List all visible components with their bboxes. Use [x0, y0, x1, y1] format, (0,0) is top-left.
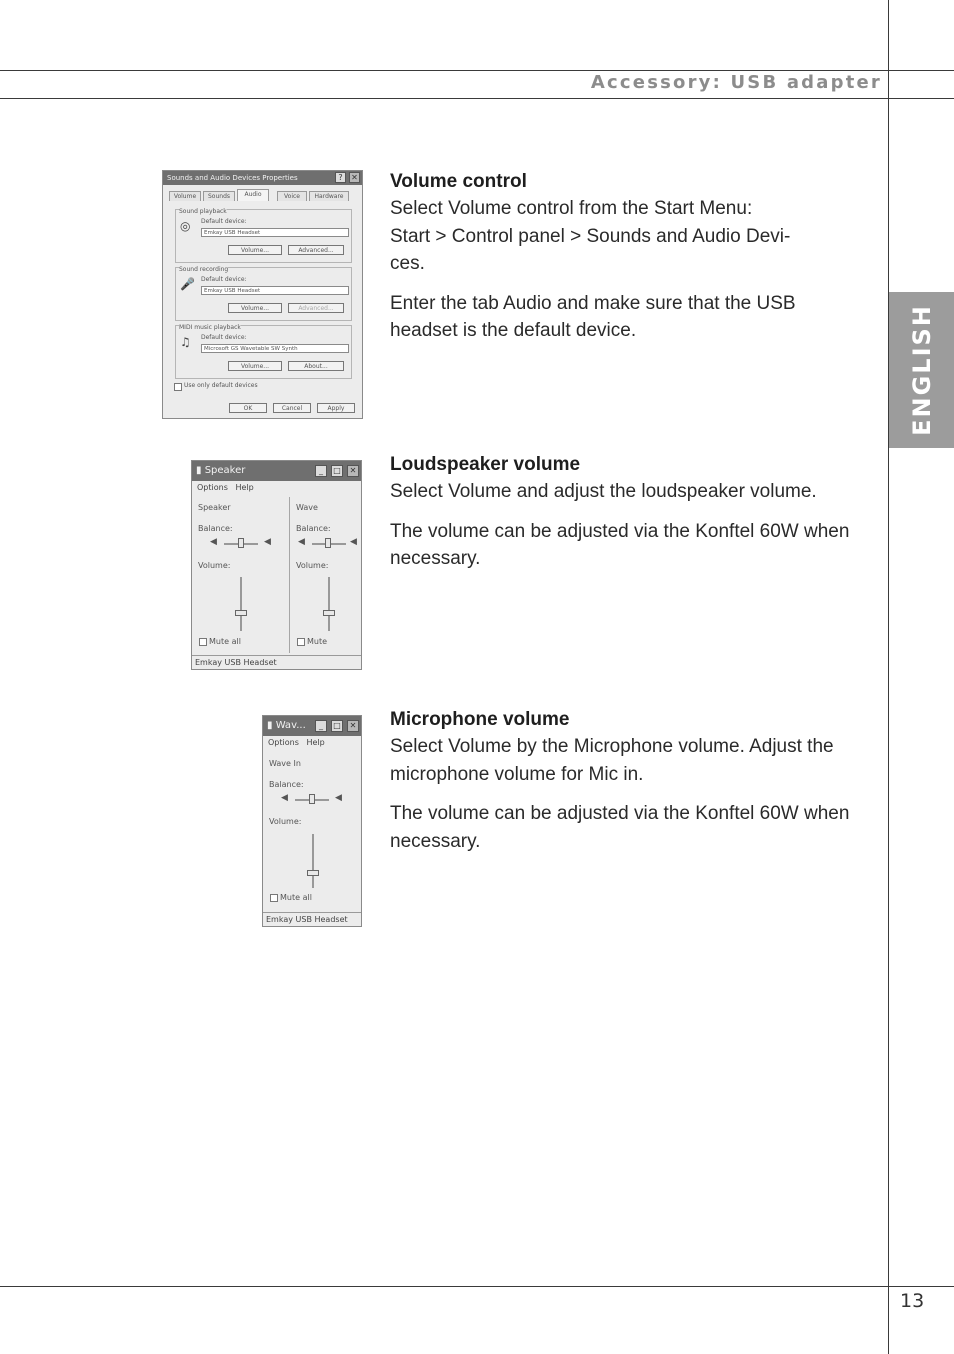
header-bottom-line [0, 98, 954, 99]
section-microphone-volume [390, 706, 850, 867]
language-tab [889, 292, 954, 448]
mixer-app-icon: ▮ [267, 720, 276, 731]
channel-name: Wave In [269, 759, 301, 768]
speaker-left-icon: ◀ [298, 537, 305, 547]
section-heading: Volume control [390, 171, 527, 192]
volume-slider [307, 870, 319, 876]
section-paragraph: Select Volume by the Microphone volume. Adjust the microphone volume for Mic in. [390, 736, 834, 785]
advanced-button: Advanced... [288, 245, 344, 255]
channel-divider [289, 497, 290, 653]
tab-volume: Volume [169, 191, 201, 201]
mute-label: Mute [307, 637, 328, 646]
close-icon: ✕ [347, 465, 359, 477]
section-heading: Microphone volume [390, 709, 570, 730]
microphone-icon: 🎤 [180, 277, 195, 291]
mute-label: Mute all [209, 637, 241, 646]
balance-label: Balance: [269, 780, 304, 789]
ok-button: OK [229, 403, 267, 413]
volume-label: Volume: [269, 817, 302, 826]
section-paragraph: Select Volume control from the Start Menu: [390, 198, 753, 219]
close-icon: ✕ [349, 172, 360, 183]
group-sound-playback: Sound playback ◎ Default device: Emkay USB Headset Volume... Advanced... [175, 209, 352, 263]
section-heading: Loudspeaker volume [390, 454, 581, 475]
channel-name: Wave [296, 503, 318, 512]
volume-label: Volume: [198, 561, 231, 570]
section-volume-control [390, 168, 850, 357]
mixer-menu: Options Help [197, 483, 254, 492]
status-bar: Emkay USB Headset [192, 655, 361, 669]
maximize-icon: □ [331, 465, 343, 477]
balance-slider [309, 794, 315, 804]
footer-line [0, 1286, 954, 1287]
advanced-button: Advanced... [288, 303, 344, 313]
balance-slider [238, 538, 244, 548]
minimize-icon: _ [315, 720, 327, 732]
speaker-icon: ◎ [180, 219, 191, 233]
section-paragraph: The volume can be adjusted via the Konftel 60W when necessary. [390, 520, 850, 569]
mute-checkbox [270, 894, 278, 902]
page-number: 13 [900, 1290, 925, 1312]
volume-button: Volume... [228, 361, 282, 371]
mixer-titlebar: ▮ Wav... [263, 716, 361, 736]
group-midi-playback: MIDI music playback ♫ Default device: Microsoft GS Wavetable SW Synth Volume... About... [175, 325, 352, 379]
maximize-icon: □ [331, 720, 343, 732]
speaker-mixer-screenshot [191, 460, 362, 670]
tab-voice: Voice [277, 191, 307, 201]
dialog-tabs [169, 191, 356, 201]
mixer-app-icon: ▮ [196, 465, 205, 476]
language-tab-label: ENGLISH [907, 304, 936, 436]
tab-sounds: Sounds [203, 191, 235, 201]
right-margin-line [888, 0, 889, 1354]
volume-slider [235, 610, 247, 616]
tab-hardware: Hardware [309, 191, 349, 201]
mute-checkbox [297, 638, 305, 646]
status-bar: Emkay USB Headset [263, 912, 361, 926]
volume-slider [323, 610, 335, 616]
group-sound-recording: Sound recording 🎤 Default device: Emkay USB Headset Volume... Advanced... [175, 267, 352, 321]
playback-device-select: Emkay USB Headset [201, 228, 349, 237]
recording-device-select: Emkay USB Headset [201, 286, 349, 295]
apply-button: Apply [317, 403, 355, 413]
channel-name: Speaker [198, 503, 231, 512]
speaker-left-icon: ◀ [281, 793, 288, 803]
wave-mixer-screenshot [262, 715, 362, 927]
speaker-right-icon: ◀ [350, 537, 357, 547]
volume-button: Volume... [228, 303, 282, 313]
header-top-line [0, 70, 954, 71]
volume-label: Volume: [296, 561, 329, 570]
section-paragraph: Enter the tab Audio and make sure that the USB headset is the default device. [390, 292, 796, 341]
default-devices-checkbox [174, 383, 182, 391]
section-paragraph: The volume can be adjusted via the Konftel 60W when necessary. [390, 803, 850, 852]
help-icon: ? [335, 172, 346, 183]
speaker-right-icon: ◀ [335, 793, 342, 803]
minimize-icon: _ [315, 465, 327, 477]
section-loudspeaker-volume [390, 451, 850, 585]
cancel-button: Cancel [273, 403, 311, 413]
balance-label: Balance: [296, 524, 331, 533]
mixer-menu: Options Help [268, 738, 325, 747]
section-paragraph: Select Volume and adjust the loudspeaker volume. [390, 481, 817, 502]
speaker-right-icon: ◀ [264, 537, 271, 547]
midi-icon: ♫ [180, 335, 191, 349]
sounds-dialog-screenshot: Sounds and Audio Devices Properties ? ✕ Volume Sounds Audio Voice Hardware Sound playback ◎ Default device: Emkay USB Headset Volume... Advanced... Sound recording 🎤 Default device: Emkay USB Headset Volume... Advanced... MIDI music playback ♫ Default device: Microsoft GS Wavetable SW Synth Volume... About... Use only default devices OK Cancel Apply [162, 170, 363, 419]
mute-checkbox [199, 638, 207, 646]
about-button: About... [288, 361, 344, 371]
running-header: Accessory: USB adapter [590, 72, 882, 93]
midi-device-select: Microsoft GS Wavetable SW Synth [201, 344, 349, 353]
speaker-left-icon: ◀ [210, 537, 217, 547]
balance-slider [325, 538, 331, 548]
close-icon: ✕ [347, 720, 359, 732]
dialog-titlebar: Sounds and Audio Devices Properties [163, 171, 362, 185]
balance-label: Balance: [198, 524, 233, 533]
mute-label: Mute all [280, 893, 312, 902]
section-paragraph: ces. [390, 253, 425, 274]
section-paragraph: Start > Control panel > Sounds and Audio Devi- [390, 225, 791, 247]
tab-audio: Audio [237, 189, 269, 201]
mixer-titlebar: ▮ Speaker [192, 461, 361, 481]
volume-button: Volume... [228, 245, 282, 255]
